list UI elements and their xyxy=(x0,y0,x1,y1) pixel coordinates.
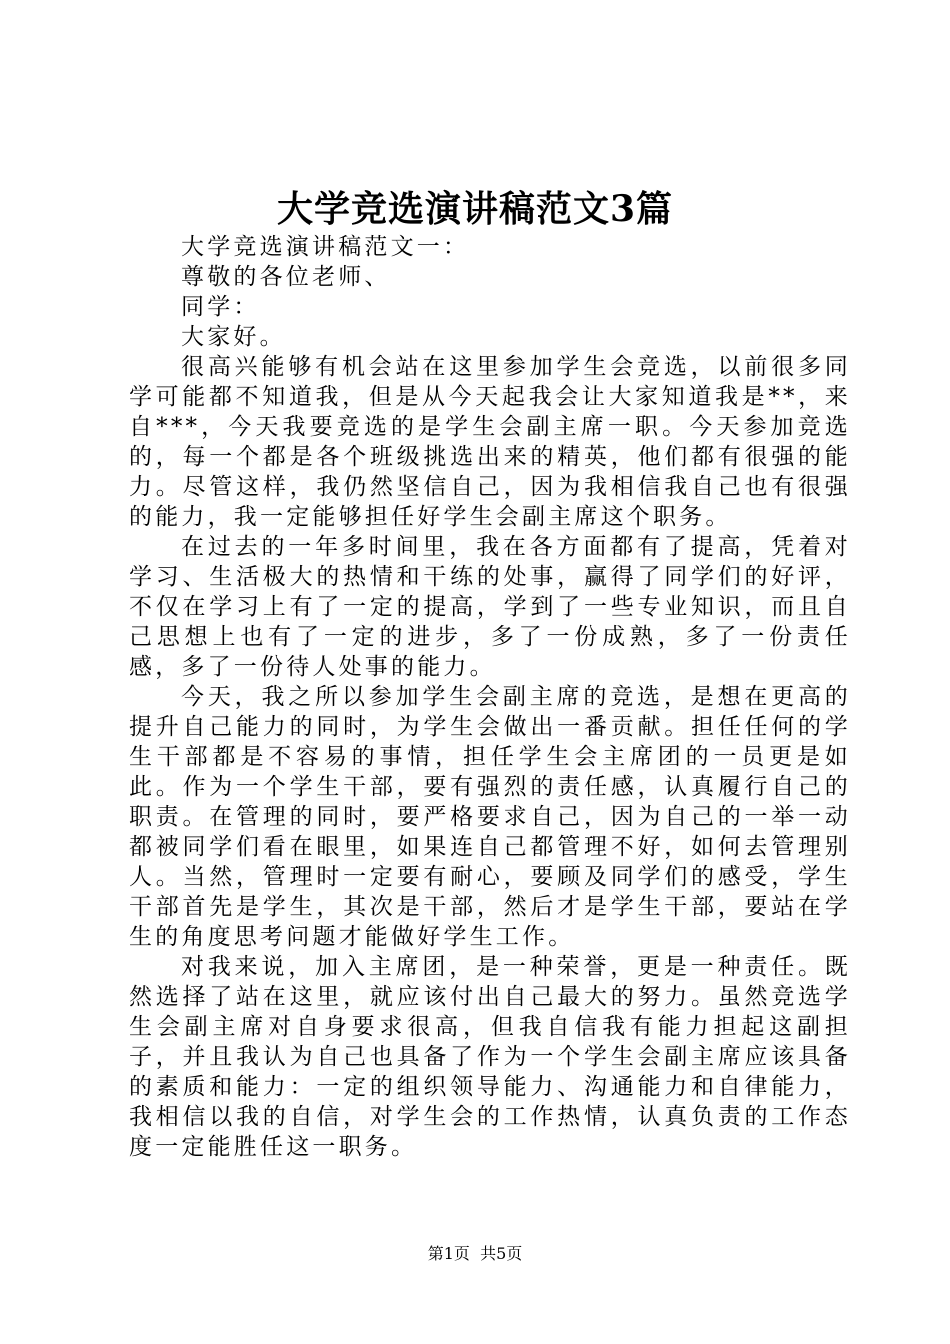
paragraph-salutation-cont: 同学： xyxy=(181,294,260,320)
paragraph-body: 对我来说，加入主席团，是一种荣誉，更是一种责任。既然选择了站在这里，就应该付出自己最大的努力。虽然竞选学生会副主席对自身要求很高，但我自信我有能力担起这副担子，并且我认为自己也具备了作为一个学生会副主席应该具备的素质和能力：一定的组织领导能力、沟通能力和自律能力，我相信以我的自信，对学生会的工作热情，认真负责的工作态度一定能胜任这一职务。 xyxy=(129,954,851,1160)
page-number: 第1页 xyxy=(427,1244,470,1263)
page-total: 共5页 xyxy=(480,1244,523,1263)
page-footer xyxy=(0,1243,950,1265)
paragraph-greeting: 大家好。 xyxy=(181,324,286,350)
document-title: 大学竞选演讲稿范文3篇 xyxy=(276,188,674,230)
paragraph-body: 今天，我之所以参加学生会副主席的竞选，是想在更高的提升自己能力的同时，为学生会做出一番贡献。担任任何的学生干部都是不容易的事情，担任学生会主席团的一员更是如此。作为一个学生干部，要有强烈的责任感，认真履行自己的职责。在管理的同时，要严格要求自己，因为自己的一举一动都被同学们看在眼里，如果连自己都管理不好，如何去管理别人。当然，管理时一定要有耐心，要顾及同学们的感受，学生干部首先是学生，其次是干部，然后才是学生干部，要站在学生的角度思考问题才能做好学生工作。 xyxy=(129,684,851,950)
paragraph-salutation: 尊敬的各位老师、 xyxy=(181,264,391,290)
paragraph-body: 很高兴能够有机会站在这里参加学生会竞选，以前很多同学可能都不知道我，但是从今天起我会让大家知道我是**，来自***，今天我要竞选的是学生会副主席一职。今天参加竞选的，每一个都是各个班级挑选出来的精英，他们都有很强的能力。尽管这样，我仍然坚信自己，因为我相信我自己也有很强的能力，我一定能够担任好学生会副主席这个职务。 xyxy=(129,354,851,530)
paragraph-heading: 大学竞选演讲稿范文一： xyxy=(181,234,470,260)
paragraph-body: 在过去的一年多时间里，我在各方面都有了提高，凭着对学习、生活极大的热情和干练的处事，赢得了同学们的好评，不仅在学习上有了一定的提高，学到了一些专业知识，而且自己思想上也有了一定的进步，多了一份成熟，多了一份责任感，多了一份待人处事的能力。 xyxy=(129,534,851,680)
document-body xyxy=(129,232,851,1162)
